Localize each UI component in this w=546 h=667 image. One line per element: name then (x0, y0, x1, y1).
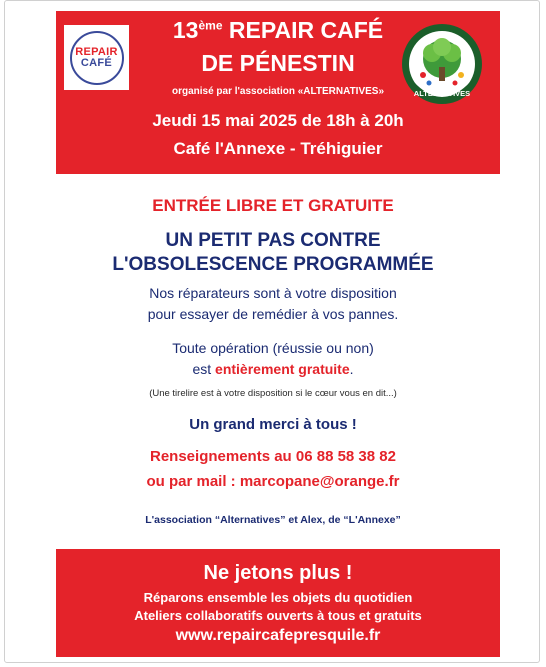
header-banner (56, 11, 500, 174)
logo-left-line2: CAFÉ (80, 56, 113, 69)
info-mail: ou par mail : marcopane@orange.fr (146, 473, 400, 490)
operation-line2: est entièrement gratuite. (192, 361, 354, 377)
free-emphasis: entièrement gratuite (215, 361, 350, 377)
repairers-line1: Nos réparateurs sont à votre disposition (149, 285, 397, 301)
signature: L'association “Alternatives” et Alex, de “L'Annexe” (145, 514, 401, 526)
slogan-line1: UN PETIT PAS CONTRE (165, 230, 381, 251)
footer-line2: Ateliers collaboratifs ouverts à tous et gratuits (134, 608, 422, 623)
entry-free: ENTRÉE LIBRE ET GRATUITE (152, 196, 394, 215)
svg-text:ALTERNATIVES: ALTERNATIVES (413, 89, 471, 98)
event-title-line1: 13ème REPAIR CAFÉ (172, 17, 384, 43)
event-title-line2: DE PÉNESTIN (201, 50, 355, 76)
slogan-line2: L'OBSOLESCENCE PROGRAMMÉE (112, 254, 434, 275)
repairers-line2: pour essayer de remédier à vos pannes. (147, 306, 399, 322)
footer-title: Ne jetons plus ! (203, 562, 353, 584)
alternatives-logo (401, 23, 483, 105)
footer-banner (56, 549, 500, 657)
footer-line1: Réparons ensemble les objets du quotidien (143, 590, 413, 605)
website-link[interactable]: www.repaircafepresquile.fr (175, 627, 381, 644)
logo-left-line1: REPAIR (75, 45, 118, 58)
info-phone: Renseignements au 06 88 58 38 82 (150, 448, 396, 465)
thanks-text: Un grand merci à tous ! (189, 416, 357, 433)
operation-line1: Toute opération (réussie ou non) (172, 340, 374, 356)
tip-jar-note: (Une tirelire est à votre disposition si le cœur vous en dit...) (149, 388, 397, 399)
organizer-text: organisé par l'association «ALTERNATIVES» (171, 86, 385, 97)
event-venue: Café l'Annexe - Tréhiguier (173, 139, 383, 158)
event-date: Jeudi 15 mai 2025 de 18h à 20h (152, 111, 404, 130)
